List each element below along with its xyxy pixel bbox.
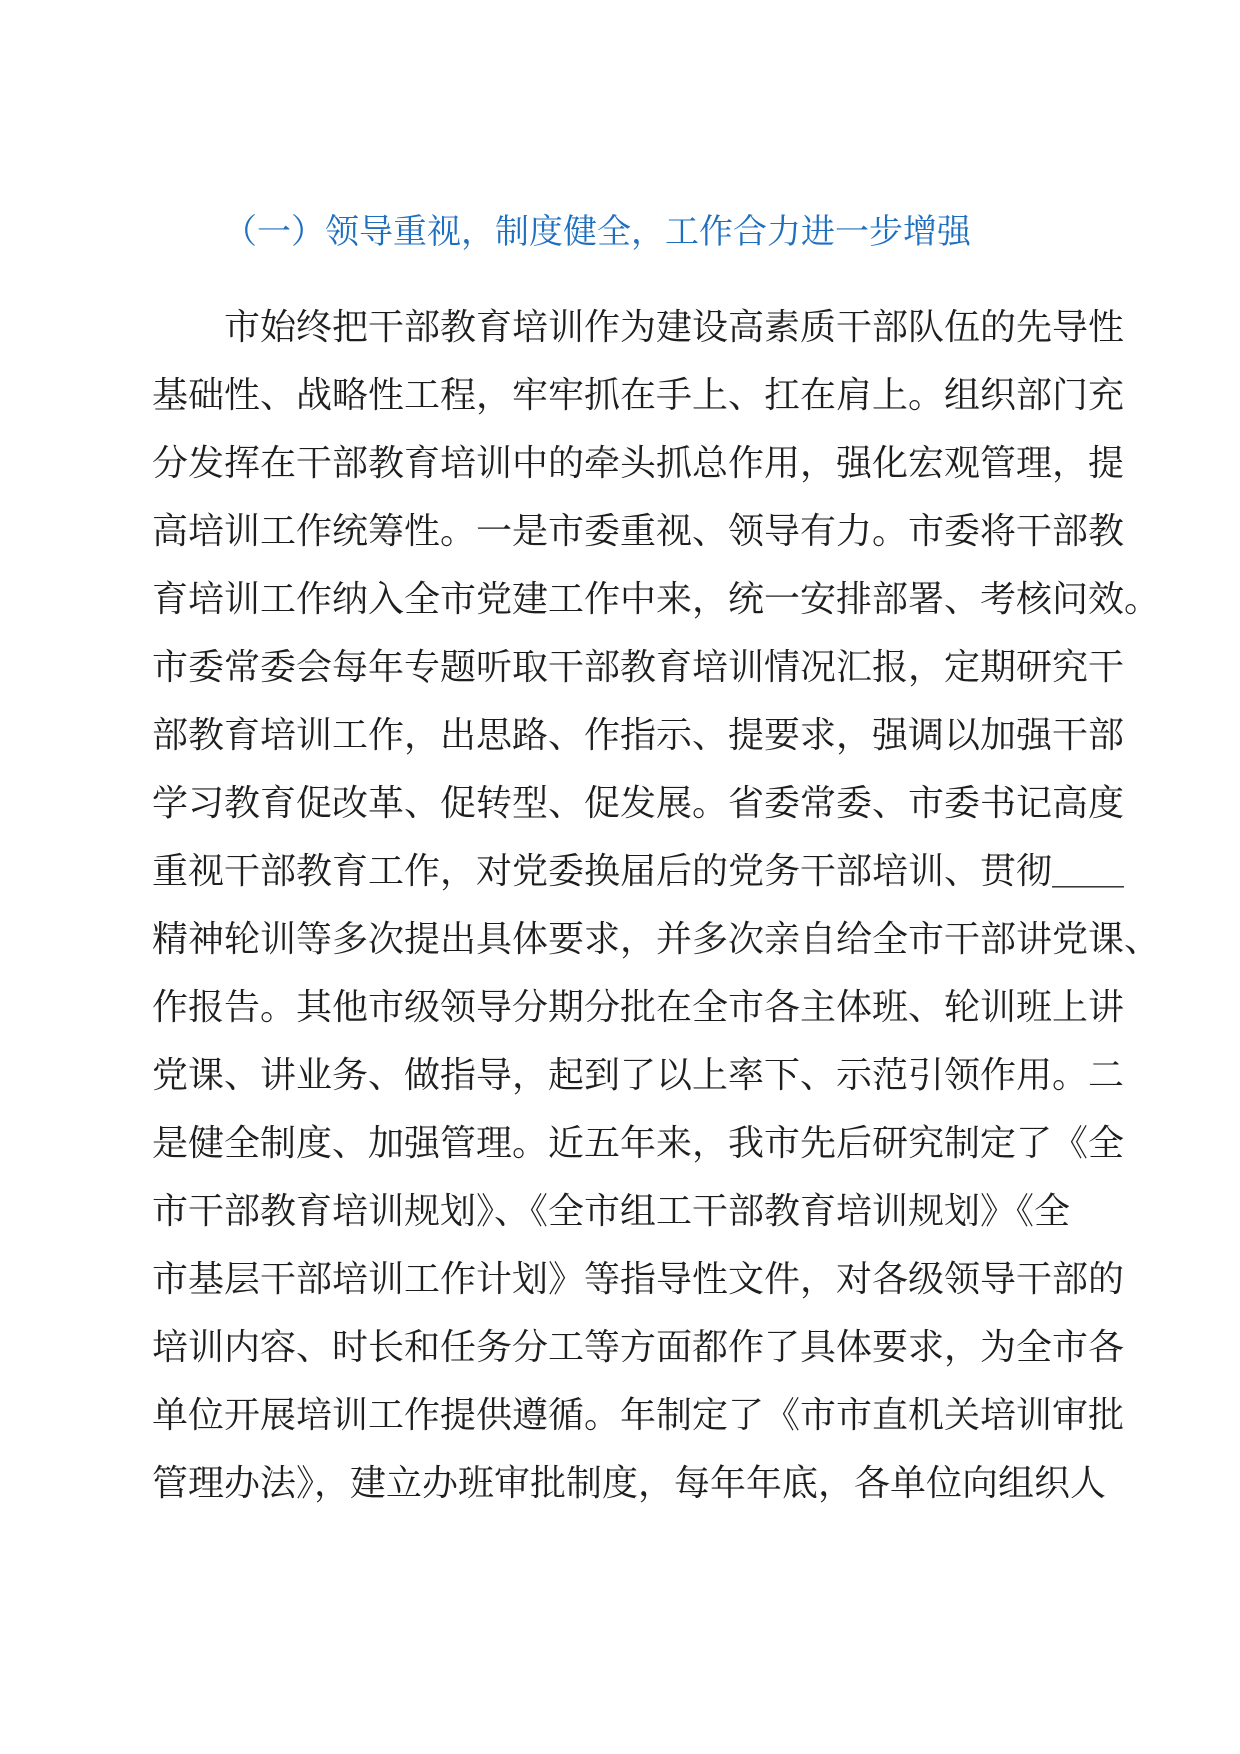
body-paragraph (152, 294, 1161, 1518)
paragraph-line: 党课、讲业务、做指导，起到了以上率下、示范引领作用。二 (152, 1055, 1125, 1096)
paragraph-line: 分发挥在干部教育培训中的牵头抓总作用，强化宏观管理，提 (152, 443, 1125, 484)
paragraph-line: 市干部教育培训规划》、《全市组工干部教育培训规划》《全 (152, 1191, 1071, 1232)
paragraph-line: 市委常委会每年专题听取干部教育培训情况汇报，定期研究干 (152, 647, 1125, 688)
paragraph-line: 单位开展培训工作提供遵循。年制定了《市市直机关培训审批 (152, 1395, 1125, 1436)
paragraph-line: 部教育培训工作，出思路、作指示、提要求，强调以加强干部 (152, 715, 1125, 756)
paragraph-line: 高培训工作统筹性。一是市委重视、领导有力。市委将干部教 (152, 511, 1125, 552)
paragraph-line: 市基层干部培训工作计划》等指导性文件，对各级领导干部的 (152, 1259, 1125, 1300)
paragraph-line: 市始终把干部教育培训作为建设高素质干部队伍的先导性 (224, 307, 1125, 348)
paragraph-line: 管理办法》，建立办班审批制度，每年年底，各单位向组织人 (152, 1463, 1107, 1504)
paragraph-line: 育培训工作纳入全市党建工作中来，统一安排部署、考核问效。 (152, 579, 1161, 620)
paragraph-line: 基础性、战略性工程，牢牢抓在手上、扛在肩上。组织部门充 (152, 375, 1125, 416)
paragraph-line: 重视干部教育工作，对党委换届后的党务干部培训、贯彻＿＿ (152, 851, 1125, 892)
paragraph-line: 是健全制度、加强管理。近五年来，我市先后研究制定了《全 (152, 1123, 1125, 1164)
section-heading: （一）领导重视，制度健全，工作合力进一步增强 (223, 212, 971, 252)
paragraph-line: 学习教育促改革、促转型、促发展。省委常委、市委书记高度 (152, 783, 1125, 824)
paragraph-line: 精神轮训等多次提出具体要求，并多次亲自给全市干部讲党课、 (152, 919, 1161, 960)
paragraph-line: 培训内容、时长和任务分工等方面都作了具体要求，为全市各 (152, 1327, 1125, 1368)
paragraph-line: 作报告。其他市级领导分期分批在全市各主体班、轮训班上讲 (152, 987, 1125, 1028)
